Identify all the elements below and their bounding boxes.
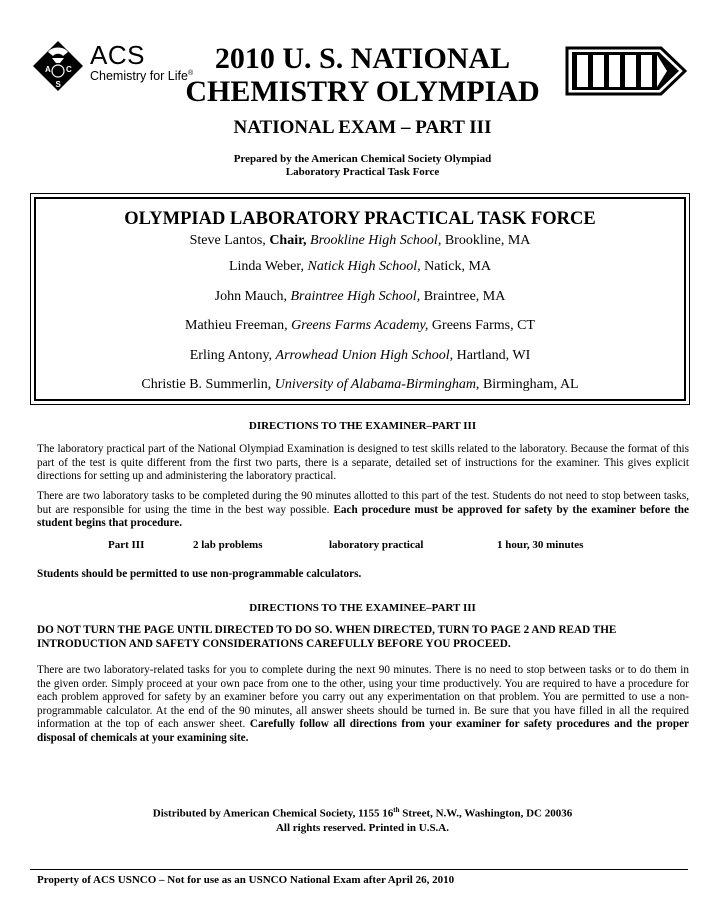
member-name: Steve Lantos, <box>189 233 270 248</box>
task-force-member <box>36 348 684 364</box>
prepared-by-line1: Prepared by the American Chemical Society Olympiad <box>233 153 492 165</box>
task-force-member <box>36 377 684 393</box>
prepared-by <box>0 153 725 179</box>
acs-tagline-text: Chemistry for Life <box>90 69 188 83</box>
distribution-address-a: Distributed by American Chemical Society, 1155 16 <box>152 807 394 820</box>
examiner-directions-heading: DIRECTIONS TO THE EXAMINER–PART III <box>248 420 477 432</box>
exam-problems-cell: 2 lab problems <box>193 539 263 551</box>
footer-divider <box>30 869 688 870</box>
exam-title-line2: CHEMISTRY OLYMPIAD <box>185 75 540 108</box>
prepared-by-line2: Laboratory Practical Task Force <box>285 166 440 178</box>
member-name: Mathieu Freeman, <box>185 318 292 333</box>
exam-kind-cell: laboratory practical <box>329 539 424 551</box>
member-name: Christie B. Summerlin, <box>141 377 275 392</box>
exam-title-line1: 2010 U. S. NATIONAL <box>214 42 511 75</box>
task-force-heading: OLYMPIAD LABORATORY PRACTICAL TASK FORCE <box>124 209 596 229</box>
task-force-member <box>36 289 684 305</box>
examinee-warning: DO NOT TURN THE PAGE UNTIL DIRECTED TO DO SO. WHEN DIRECTED, TURN TO PAGE 2 AND READ THE INTRODUCTION AND SAFETY CONSIDERATIONS CAREFULLY BEFORE YOU PROCEED. <box>37 624 617 650</box>
distribution-address-b: Street, N.W., Washington, DC 20036 <box>399 807 573 820</box>
member-role: Chair, <box>269 233 311 248</box>
acs-wordmark: ACS <box>90 40 145 70</box>
task-force-box <box>30 193 690 405</box>
examiner-paragraph-2-text: There are two laboratory tasks to be completed during the 90 minutes allotted to this part of the test. Students do not need to stop between tasks, but are responsible for using the time in the best way possible. <box>37 490 689 516</box>
distribution-note <box>0 803 725 835</box>
footer-note: Property of ACS USNCO – Not for use as an USNCO National Exam after April 26, 2010 <box>37 874 455 886</box>
trademark-symbol: ® <box>187 69 194 77</box>
exam-subtitle: NATIONAL EXAM – PART III <box>233 117 492 138</box>
member-location: Birmingham, AL <box>479 377 579 392</box>
task-force-member <box>36 318 684 334</box>
member-school: Arrowhead Union High School, <box>275 348 454 363</box>
member-school: Natick High School, <box>307 259 421 274</box>
exam-time-cell: 1 hour, 30 minutes <box>497 539 584 551</box>
exam-title <box>0 42 725 108</box>
member-name: Erling Antony, <box>189 348 276 363</box>
examinee-paragraph <box>37 664 689 745</box>
task-force-box-inner <box>34 197 686 401</box>
examiner-paragraph-2 <box>37 490 689 531</box>
examiner-paragraph-1: The laboratory practical part of the National Olympiad Examination is designed to test skills related to the laboratory. Because the format of this part of the test is quite different from the first two parts, there is a separate, detailed set of instructions for the examiner. This gives explicit directions for setting up and administering the laboratory practical. <box>37 443 689 482</box>
distribution-line2: All rights reserved. Printed in U.S.A. <box>275 821 450 834</box>
member-location: Hartland, WI <box>453 348 531 363</box>
examinee-directions-heading: DIRECTIONS TO THE EXAMINEE–PART III <box>249 602 476 614</box>
member-school: Brookline High School, <box>310 233 442 248</box>
examinee-paragraph-text: There are two laboratory-related tasks for you to complete during the next 90 minutes. There is no need to stop between tasks or to do them in the given order. Simply proceed at your own pace from one to the other, using your time productively. You are required to have a procedure for each problem approved for safety by an examiner before you carry out any experimentation on that problem. You are permitted to use a non-programmable calculator. At the end of the 90 minutes, all answer sheets should be turned in. Be sure that you have filled in all the required information at the top of each answer sheet. <box>37 664 689 730</box>
member-location: Brookline, MA <box>441 233 531 248</box>
member-location: Natick, MA <box>420 259 492 274</box>
calculator-note: Students should be permitted to use non-programmable calculators. <box>37 568 362 580</box>
task-force-member <box>36 233 684 249</box>
task-force-member <box>36 259 684 275</box>
member-name: John Mauch, <box>214 289 291 304</box>
distribution-address-sup: th <box>393 806 400 814</box>
member-school: Greens Farms Academy, <box>291 318 429 333</box>
seal-letter-a: A <box>45 65 51 74</box>
member-school: Braintree High School, <box>290 289 421 304</box>
member-location: Greens Farms, CT <box>428 318 535 333</box>
distribution-line1 <box>0 803 725 821</box>
examinee-safety-note: Carefully follow all directions from your examiner for safety procedures and the proper disposal of chemicals at your examining site. <box>37 718 689 744</box>
seal-letter-s: S <box>55 80 61 89</box>
exam-part-cell: Part III <box>108 539 145 551</box>
member-school: University of Alabama-Birmingham, <box>274 377 480 392</box>
examiner-safety-note: Each procedure must be approved for safety by the examiner before the student begins that procedure. <box>37 503 689 529</box>
member-name: Linda Weber, <box>228 259 308 274</box>
member-location: Braintree, MA <box>420 289 506 304</box>
seal-letter-c: C <box>66 65 72 74</box>
